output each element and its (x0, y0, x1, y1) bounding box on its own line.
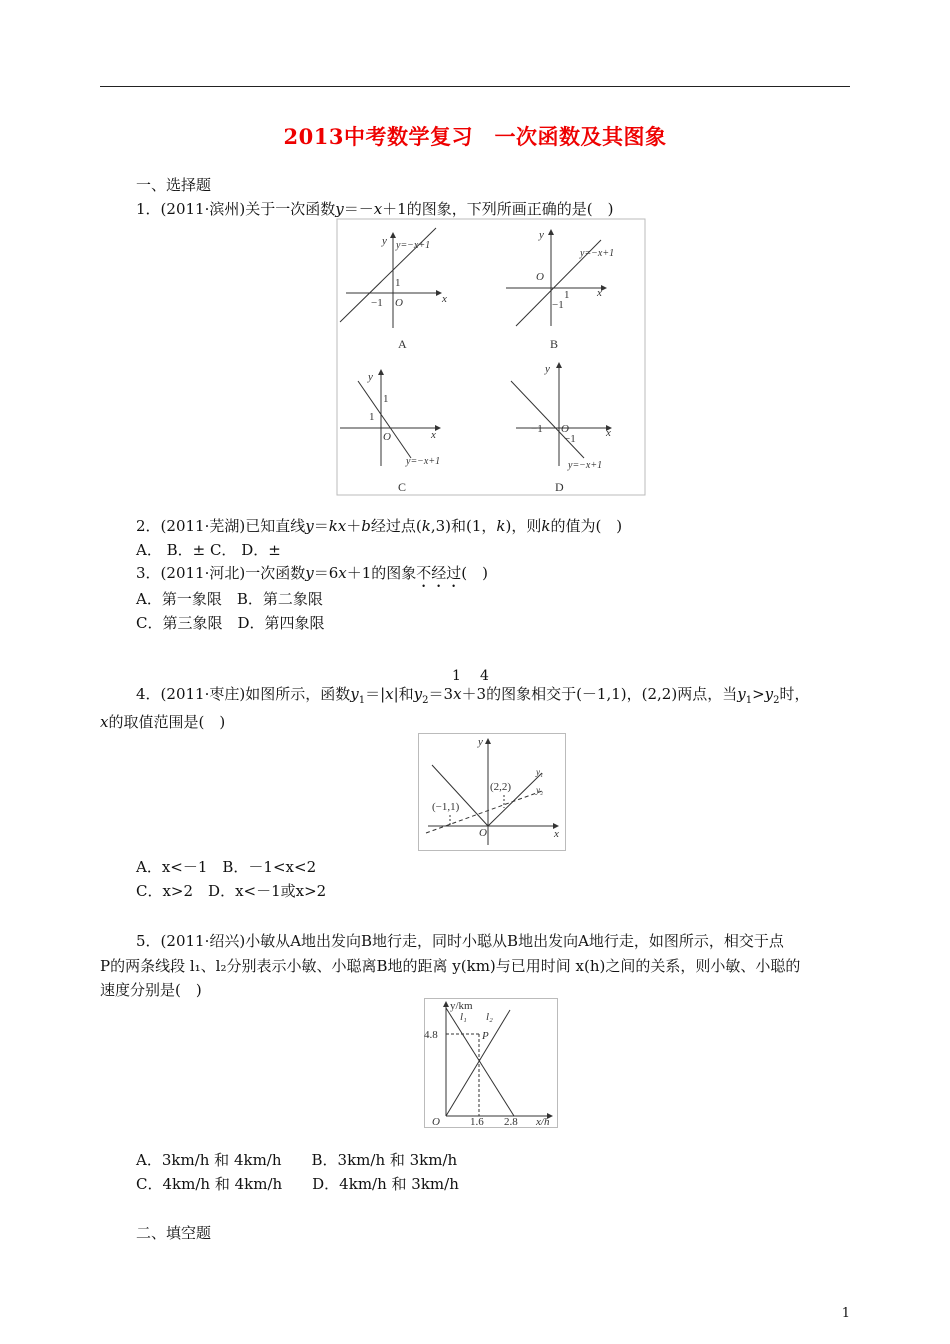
q4-y1-line (432, 765, 542, 826)
q4-line2: x的取值范围是( ) (100, 713, 226, 731)
graph-a-xlab: x (442, 293, 447, 305)
q4-frac-top-2: 4 (480, 668, 489, 684)
graph-a-num2: −1 (371, 297, 383, 309)
q5-label-l2: l₂ (486, 1011, 493, 1023)
graph-c-num2: 1 (369, 411, 375, 423)
header-rule (100, 86, 850, 87)
q1-suffix: ＋1的图象，下列所画正确的是( ) (382, 200, 614, 218)
q3-options-cd: C．第三象限 D．第四象限 (136, 614, 325, 632)
graph-b-eq: y=−x+1 (580, 248, 615, 259)
q4-frac-top-1: 1 (452, 668, 461, 684)
graph-d (511, 363, 611, 494)
q1-var-x: x (373, 200, 383, 218)
q4-origin: O (479, 827, 487, 839)
q1-graphs-figure (336, 218, 646, 496)
graph-a-num1: 1 (395, 277, 401, 289)
q4-options-ab: A．x<－1 B．－1<x<2 (136, 858, 317, 876)
q5-origin: O (432, 1116, 440, 1128)
graph-d-ylab: y (545, 363, 550, 375)
q5-label-p: P (482, 1030, 489, 1042)
q3-options-ab: A．第一象限 B．第二象限 (136, 590, 323, 608)
graph-c-eq: y=−x+1 (406, 456, 441, 467)
question-5-line1: 5．(2011·绍兴)小敏从A地出发向B地行走，同时小聪从B地出发向A地行走，如图所示，相交于点 (136, 932, 784, 950)
graph-b-label: B (550, 337, 559, 351)
q3-emphasis: 不经过 (416, 564, 462, 582)
graph-d-line (511, 381, 584, 458)
graph-d-xlab: x (606, 427, 611, 439)
q5-x-1-6: 1.6 (470, 1116, 484, 1128)
graph-a-origin: O (395, 297, 403, 309)
graph-c-num1: 1 (383, 393, 389, 405)
question-3: 3．(2011·河北)一次函数y＝6x＋1的图象不经过( ) (136, 564, 488, 582)
graph-b-origin: O (536, 271, 544, 283)
q5-options-ab: A．3km/h 和 4km/h B．3km/h 和 3km/h (136, 1151, 458, 1169)
section-heading-choice: 一、选择题 (136, 176, 212, 194)
q4-ylab: y (478, 736, 483, 748)
graph-c-ylab: y (368, 371, 373, 383)
page-title: 2013中考数学复习 一次函数及其图象 (283, 124, 667, 149)
q4-options-cd: C．x>2 D．x<－1或x>2 (136, 882, 327, 900)
graph-a-ylab: y (382, 235, 387, 247)
graph-b-ylab: y (539, 229, 544, 241)
q5-y-4-8: 4.8 (424, 1029, 438, 1041)
graph-b-xlab: x (597, 287, 602, 299)
question-1 (136, 200, 613, 218)
graph-c-origin: O (383, 431, 391, 443)
section-heading-fill: 二、填空题 (136, 1224, 212, 1242)
q4-xlab: x (554, 828, 559, 840)
q4-label-y2: y₂ (536, 785, 544, 795)
graph-c-xlab: x (431, 429, 436, 441)
q5-label-l1: l₁ (460, 1011, 467, 1023)
q5-ylab: y/km (450, 1000, 473, 1012)
q4-point-1: (−1,1) (432, 801, 460, 813)
q5-options-cd: C．4km/h 和 4km/h D．4km/h 和 3km/h (136, 1175, 459, 1193)
q2-options: A． B．± C． D．± (136, 541, 281, 559)
q4-point-2: (2,2) (490, 781, 512, 793)
q4-graph (418, 733, 566, 851)
q5-x-2-8: 2.8 (504, 1116, 518, 1128)
question-5-line3: 速度分别是( ) (100, 981, 202, 999)
q5-graph (424, 998, 558, 1128)
q4-label-y1: y₁ (536, 767, 544, 777)
question-4: 4．(2011·枣庄)如图所示，函数$y_1=|x|$和$y_2=3x+3$的图象相交于(－1,1)，(2,2)两点，当$y_1>y_2$时， (136, 685, 810, 706)
question-2: 2．(2011·芜湖)已知直线y＝kx＋b经过点(k,3)和(1，k)，则k的值为( ) (136, 517, 623, 535)
q1-var-y: y (335, 200, 344, 218)
graph-d-label: D (555, 480, 564, 494)
graph-c-label: C (398, 480, 407, 494)
graph-c (340, 370, 440, 494)
graph-d-origin: O (561, 423, 569, 435)
graph-d-num2: −1 (564, 433, 576, 445)
question-5-line2: P的两条线段 l₁、l₂分别表示小敏、小聪离B地的距离 y(km)与已用时间 x(h)之间的关系，则小敏、小聪的 (100, 957, 801, 975)
q5-line-l1 (446, 1010, 510, 1116)
graph-b-num1: 1 (564, 289, 570, 301)
graph-a-eq: y=−x+1 (396, 240, 431, 251)
graph-b (506, 229, 614, 351)
q1-eq: ＝－ (343, 200, 374, 218)
graph-d-num1: −1 (531, 423, 543, 435)
graph-d-eq: y=−x+1 (568, 460, 603, 471)
page-number: 1 (841, 1306, 850, 1321)
graph-a-label: A (398, 337, 407, 351)
q5-xlab: x/h (536, 1116, 550, 1128)
q1-figure-frame (337, 219, 645, 495)
graph-a (340, 228, 447, 351)
graph-b-num2: −1 (552, 299, 564, 311)
q1-prefix: 1．(2011·滨州)关于一次函数 (136, 200, 336, 218)
